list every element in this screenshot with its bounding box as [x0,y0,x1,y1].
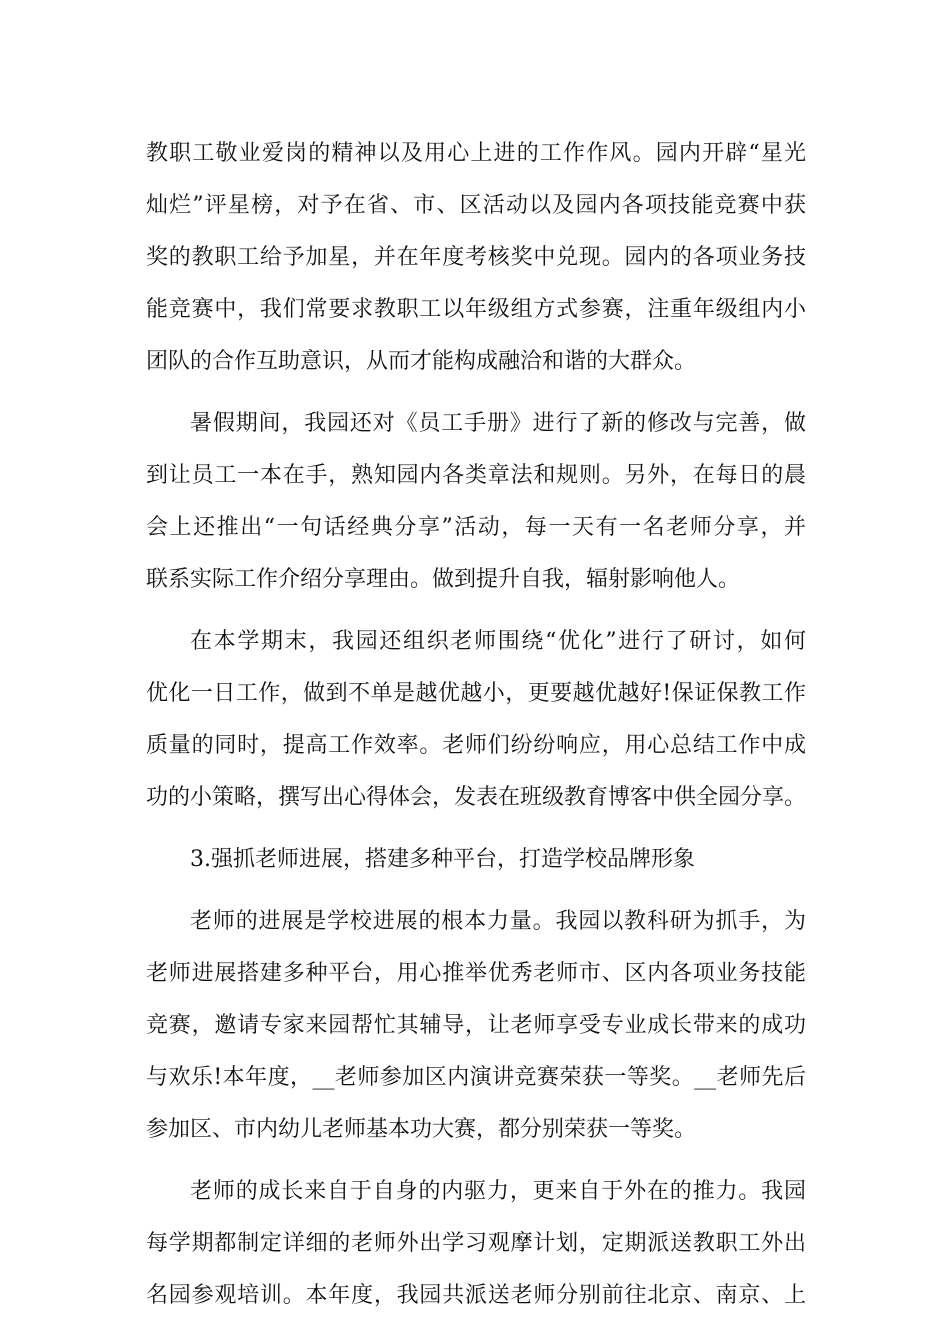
text-line: 到让员工一本在手，熟知园内各类章法和规则。另外，在每日的晨 [146,463,806,488]
text-line: 质量的同时，提高工作效率。老师们纷纷响应，用心总结工作中成 [146,733,806,758]
paragraph [146,128,806,388]
paragraph [146,896,806,1156]
text-line: 联系实际工作介绍分享理由。做到提升自我，辐射影响他人。 [146,567,741,592]
text-line: 能竞赛中，我们常要求教职工以年级组方式参赛，注重年级组内小 [146,297,806,322]
text-line: 灿烂”评星榜，对予在省、市、区活动以及园内各项技能竞赛中获 [146,193,806,218]
text-line: 奖的教职工给予加星，并在年度考核奖中兑现。园内的各项业务技 [146,245,806,270]
paragraph [146,1166,806,1322]
text-line: 名园参观培训。本年度，我园共派送老师分别前往北京、南京、上 [146,1283,806,1308]
text-line: 在本学期末，我园还组织老师围绕“优化”进行了研讨，如何 [190,629,806,654]
text-line: 竞赛，邀请专家来园帮忙其辅导，让老师享受专业成长带来的成功 [146,1013,806,1038]
paragraph [146,616,806,824]
text-line: 暑假期间，我园还对《员工手册》进行了新的修改与完善，做 [190,411,806,436]
text-line: 与欢乐!本年度，__老师参加区内演讲竞赛荣获一等奖。__老师先后 [146,1065,806,1090]
text-line: 教职工敬业爱岗的精神以及用心上进的工作作风。园内开辟“星光 [146,141,806,166]
text-line: 团队的合作互助意识，从而才能构成融洽和谐的大群众。 [146,349,697,374]
text-line: 每学期都制定详细的老师外出学习观摩计划，定期派送教职工外出 [146,1231,806,1256]
text-line: 老师进展搭建多种平台，用心推举优秀老师市、区内各项业务技能 [146,961,806,986]
section-heading [146,834,806,886]
heading-text: 3.强抓老师进展，搭建多种平台，打造学校品牌形象 [190,847,695,872]
text-line: 老师的进展是学校进展的根本力量。我园以教科研为抓手，为 [190,909,806,934]
paragraph [146,398,806,606]
text-line: 会上还推出“一句话经典分享”活动，每一天有一名老师分享，并 [146,515,806,540]
text-line: 参加区、市内幼儿老师基本功大赛，都分别荣获一等奖。 [146,1117,697,1142]
text-line: 功的小策略，撰写出心得体会，发表在班级教育博客中供全园分享。 [146,785,807,810]
body-text [146,128,806,1322]
text-line: 老师的成长来自于自身的内驱力，更来自于外在的推力。我园 [190,1179,806,1204]
text-line: 优化一日工作，做到不单是越优越小，更要越优越好!保证保教工作 [146,681,806,706]
